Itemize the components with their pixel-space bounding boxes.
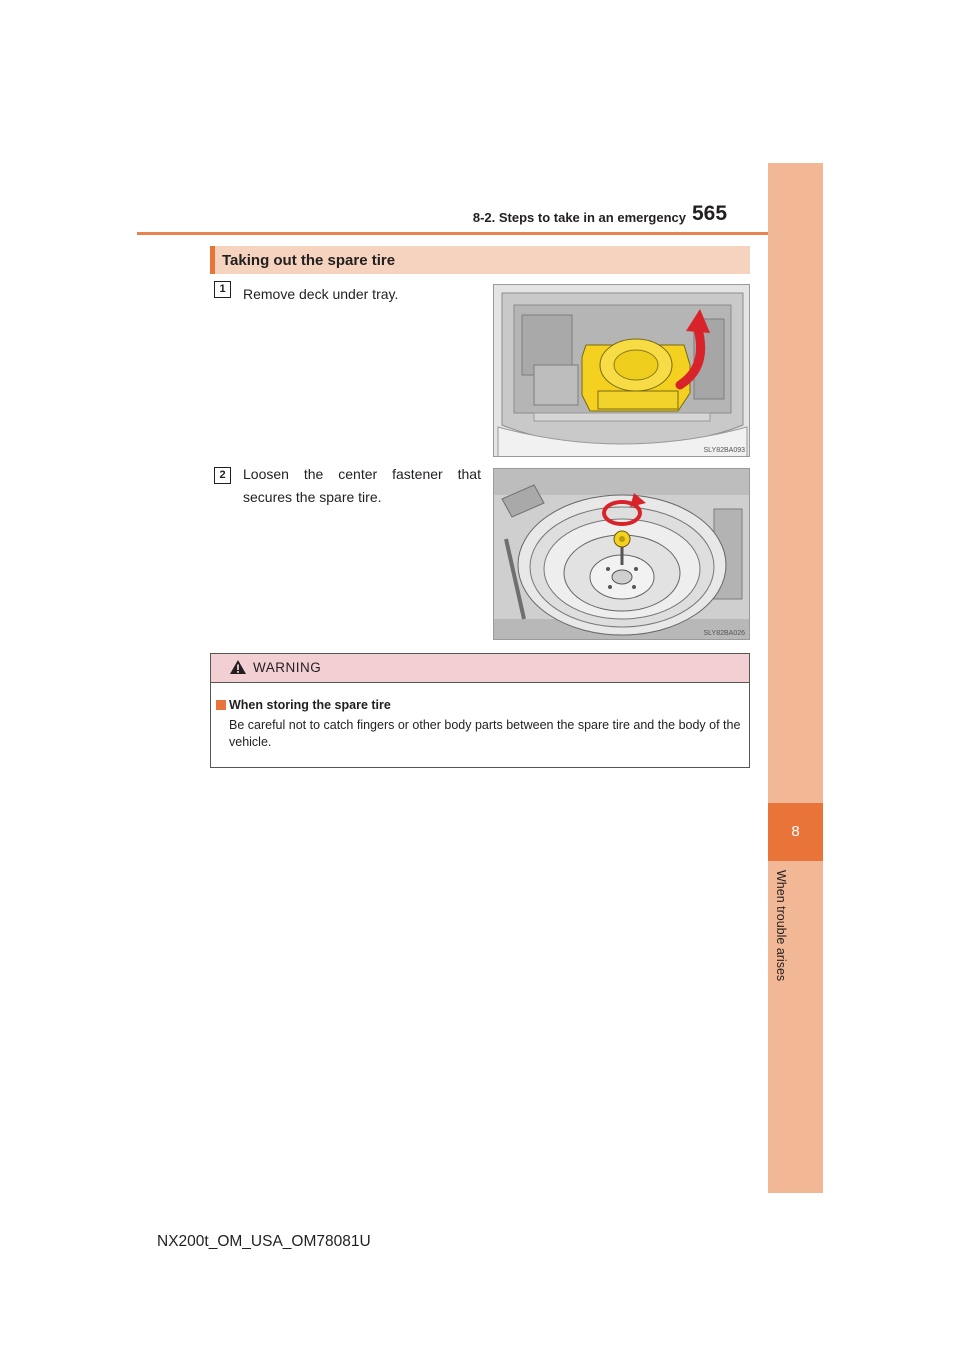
warning-item-title: When storing the spare tire [229, 698, 391, 712]
step-badge-1: 1 [214, 281, 231, 298]
warning-title: WARNING [253, 660, 322, 675]
step-text-1: Remove deck under tray. [243, 286, 399, 302]
section-title: Taking out the spare tire [222, 252, 396, 269]
warning-triangle-icon [229, 659, 247, 675]
step-badge-2: 2 [214, 467, 231, 484]
step-text-2: Loosen the center fastener that secures the spare tire. [243, 466, 481, 505]
chapter-title: When trouble arises [774, 870, 788, 982]
warning-item-body: Be careful not to catch fingers or other body parts between the spare tire and the body of the vehicle. [229, 718, 741, 749]
figure-code-2: SLY82BA026 [703, 630, 745, 637]
document-code: NX200t_OM_USA_OM78081U [157, 1233, 371, 1250]
running-header-section: 8-2. Steps to take in an emergency [472, 210, 686, 225]
page-number: 565 [692, 202, 728, 225]
warning-bullet-icon [216, 700, 226, 710]
figure-trunk-deck-tray [493, 284, 750, 457]
chapter-side-tab [768, 163, 823, 1193]
header-rule [137, 232, 823, 235]
figure-code-1: SLY82BA093 [703, 447, 745, 454]
trunk-illustration [494, 285, 750, 457]
spare-tire-illustration [494, 469, 750, 640]
figure-spare-tire-fastener [493, 468, 750, 640]
chapter-title-vertical [766, 870, 794, 1000]
chapter-number-tab: 8 [768, 803, 823, 861]
